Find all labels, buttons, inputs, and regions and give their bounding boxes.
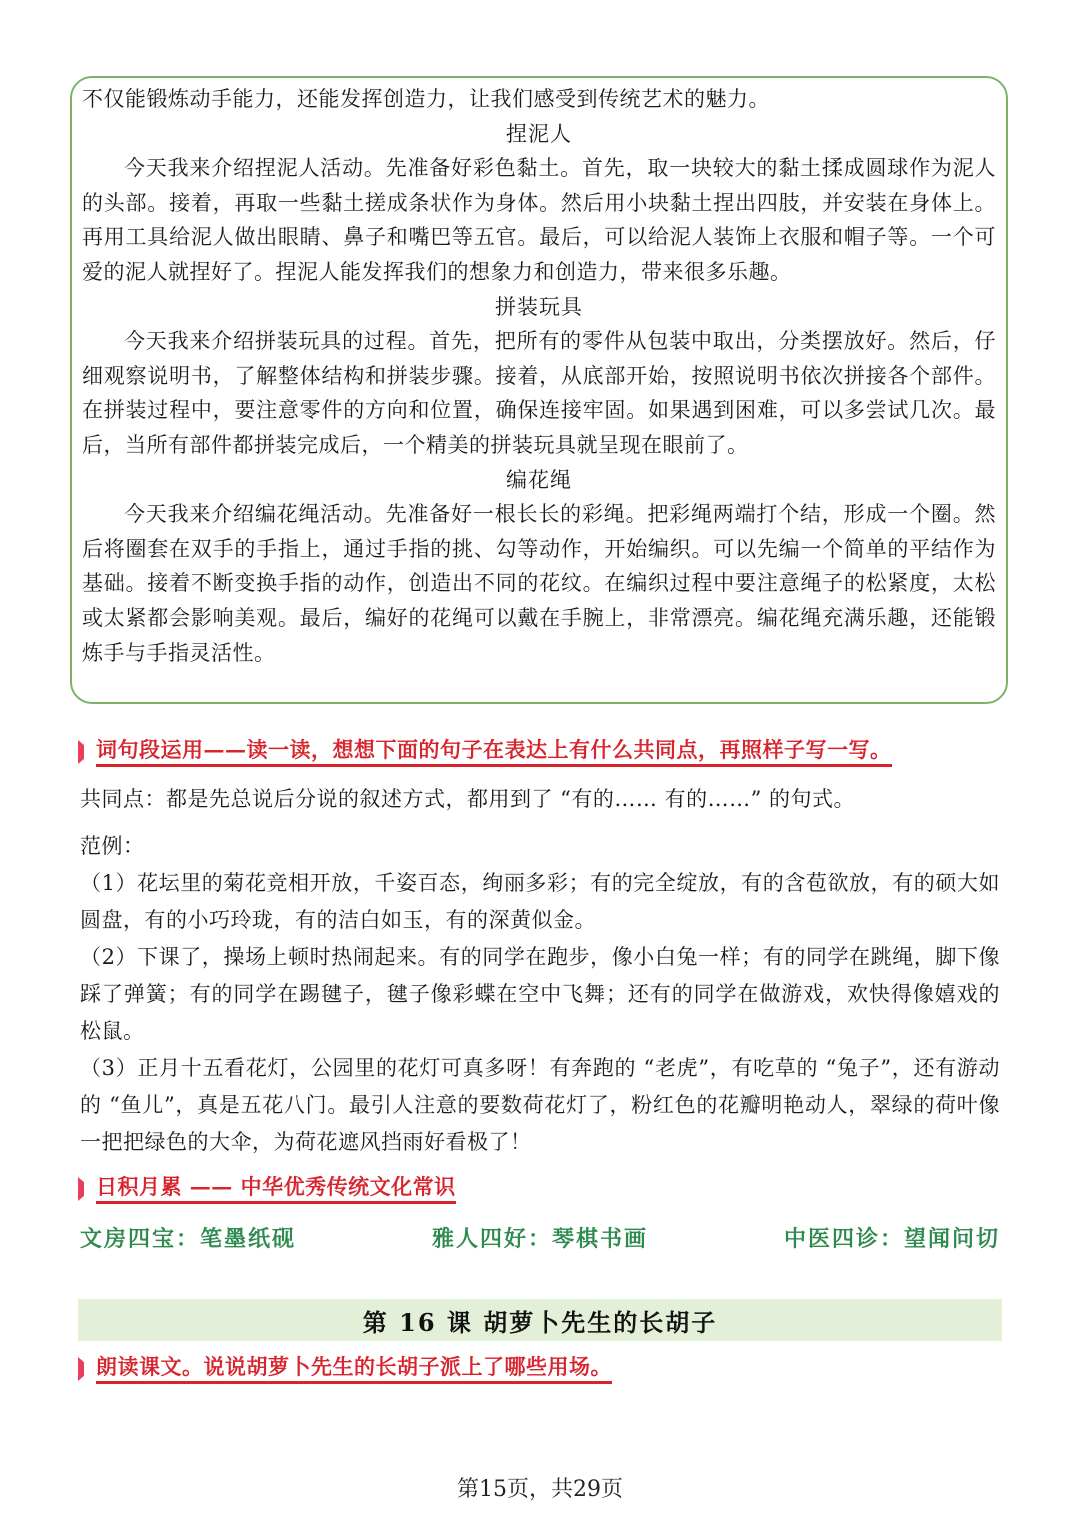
section-title: 日积月累 —— 中华优秀传统文化常识 bbox=[96, 1174, 456, 1204]
lesson-title: 第 16 课 胡萝卜先生的长胡子 bbox=[362, 1307, 718, 1337]
example-label: 范例： bbox=[80, 834, 145, 858]
common-point: 共同点：都是先总说后分说的叙述方式，都用到了 “有的…… 有的……” 的句式。 bbox=[80, 787, 855, 811]
idiom-row bbox=[80, 1222, 1000, 1253]
example-2: （2）下课了，操场上顿时热闹起来。有的同学在跑步，像小白兔一样；有的同学在跳绳，脚下像踩了弹簧；有的同学在踢毽子，毽子像彩蝶在空中飞舞；还有的同学在做游戏，欢快得像嬉戏的松鼠。 bbox=[80, 945, 1000, 1043]
section-title-rope: 编花绳 bbox=[506, 467, 572, 492]
example-3: （3）正月十五看花灯，公园里的花灯可真多呀！有奔跑的 “老虎”，有吃草的 “兔子”，还有游动的 “鱼儿”，真是五花八门。最引人注意的要数荷花灯了，粉红色的花瓣明艳动人，翠绿的荷叶像一把把绿色的大伞，为荷花遮风挡雨好看极了！ bbox=[80, 1056, 1000, 1154]
section-title-clay: 捏泥人 bbox=[506, 121, 572, 146]
section-text-rope: 今天我来介绍编花绳活动。先准备好一根长长的彩绳。把彩绳两端打个结，形成一个圈。然后将圈套在双手的手指上，通过手指的挑、勾等动作，开始编织。可以先编一个简单的平结作为基础。接着不断变换手指的动作，创造出不同的花纹。在编织过程中要注意绳子的松紧度，太松或太紧都会影响美观。最后，编好的花绳可以戴在手腕上，非常漂亮。编花绳充满乐趣，还能锻炼手与手指灵活性。 bbox=[82, 502, 996, 665]
idiom-item: 文房四宝：笔墨纸砚 bbox=[80, 1226, 297, 1252]
lesson-title-bar bbox=[78, 1299, 1002, 1341]
section-text-clay: 今天我来介绍捏泥人活动。先准备好彩色黏土。首先，取一块较大的黏土揉成圆球作为泥人的头部。接着，再取一些黏土搓成条状作为身体。然后用小块黏土捏出四肢，并安装在身体上。再用工具给泥人做出眼睛、鼻子和嘴巴等五官。最后，可以给泥人装饰上衣服和帽子等。一个可爱的泥人就捏好了。捏泥人能发挥我们的想象力和创造力，带来很多乐趣。 bbox=[82, 156, 996, 284]
box-intro-line: 不仅能锻炼动手能力，还能发挥创造力，让我们感受到传统艺术的魅力。 bbox=[82, 87, 770, 111]
section-header-culture bbox=[78, 1172, 456, 1206]
red-triangle-icon bbox=[78, 740, 92, 764]
section-title: 朗读课文。说说胡萝卜先生的长胡子派上了哪些用场。 bbox=[96, 1354, 612, 1384]
page-number: 第15页，共29页 bbox=[457, 1477, 623, 1502]
example-1: （1）花坛里的菊花竞相开放，千姿百态，绚丽多彩；有的完全绽放，有的含苞欲放，有的硕大如圆盘，有的小巧玲珑，有的洁白如玉，有的深黄似金。 bbox=[80, 871, 1000, 932]
red-triangle-icon bbox=[78, 1357, 92, 1381]
section-title: 词句段运用——读一读，想想下面的句子在表达上有什么共同点，再照样子写一写。 bbox=[96, 737, 892, 767]
section-title-toy: 拼装玩具 bbox=[495, 294, 583, 319]
red-triangle-icon bbox=[78, 1177, 92, 1201]
activity-box bbox=[70, 76, 1008, 704]
idiom-item: 中医四诊：望闻问切 bbox=[783, 1226, 1000, 1252]
section-text-toy: 今天我来介绍拼装玩具的过程。首先，把所有的零件从包装中取出，分类摆放好。然后，仔细观察说明书，了解整体结构和拼装步骤。接着，从底部开始，按照说明书依次拼接各个部件。在拼装过程中，要注意零件的方向和位置，确保连接牢固。如果遇到困难，可以多尝试几次。最后，当所有部件都拼装完成后，一个精美的拼装玩具就呈现在眼前了。 bbox=[82, 329, 996, 457]
idiom-item: 雅人四好：琴棋书画 bbox=[431, 1226, 648, 1252]
section-header-sentence bbox=[78, 735, 892, 769]
section-header-reading bbox=[78, 1352, 612, 1386]
